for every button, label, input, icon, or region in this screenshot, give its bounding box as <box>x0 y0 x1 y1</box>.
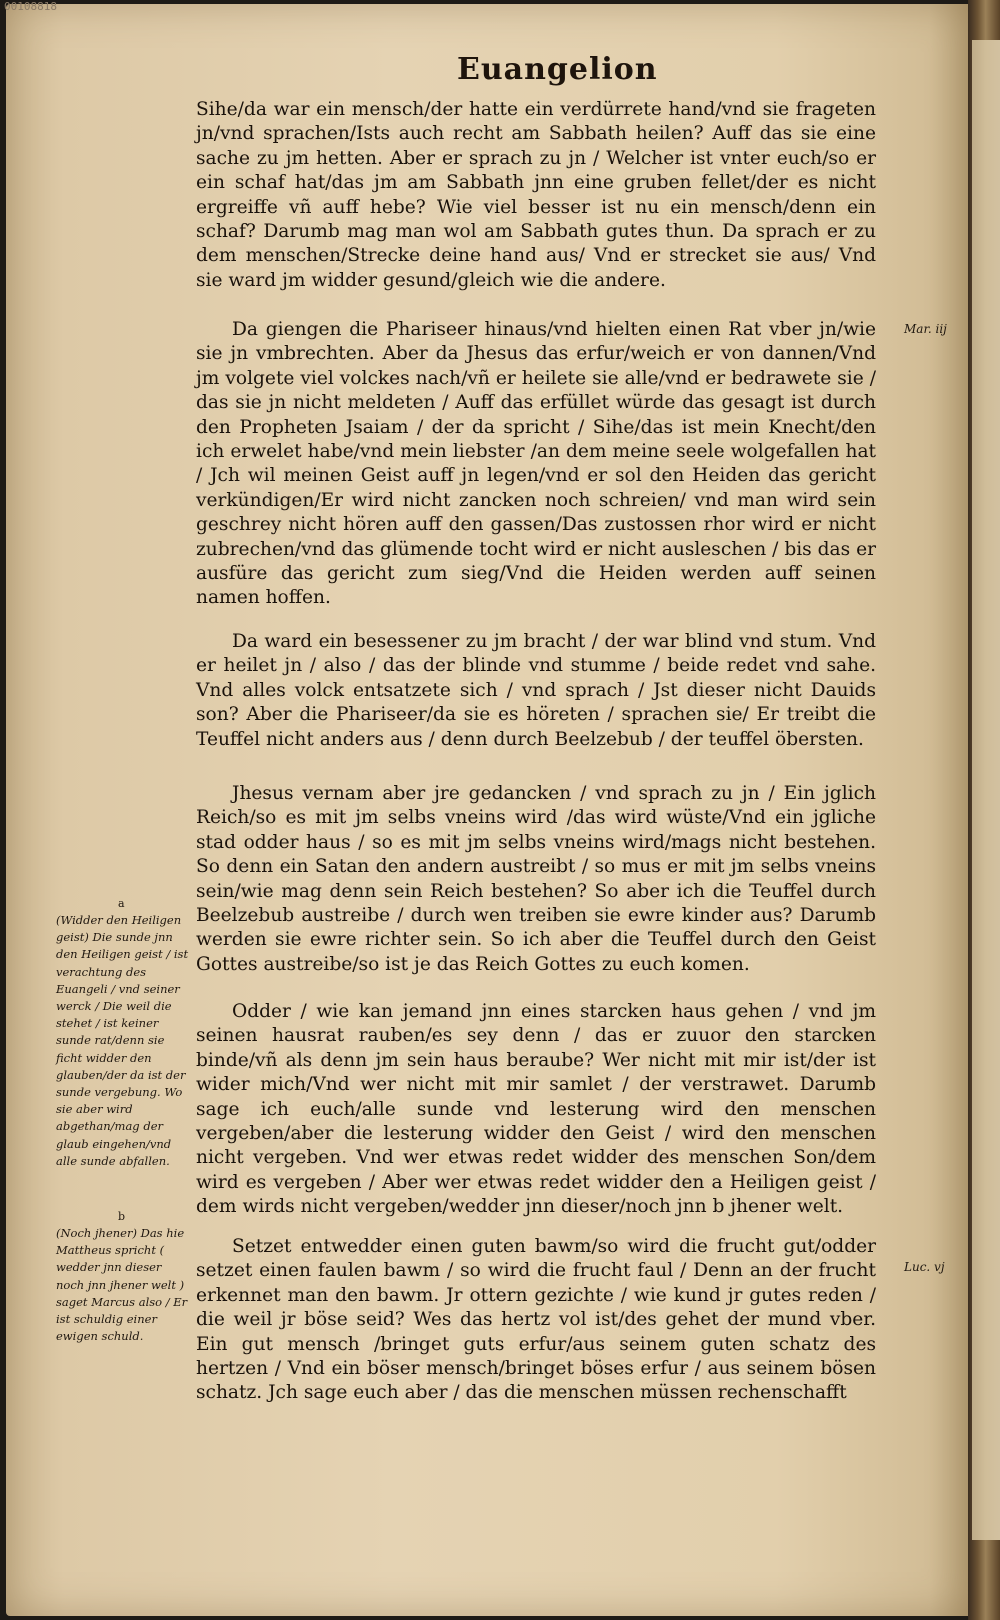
running-head: Euangelion <box>457 52 658 87</box>
catalog-tag: 00108818 <box>4 0 57 13</box>
paragraph-3: Da ward ein besessener zu jm bracht / der war blind vnd stum. Vnd er heilet jn / also / das der blinde vnd stumme / beide redet vnd sahe. Vnd alles volck entsatzete sich / vnd sprach / Jst dieser nicht Dauids son? Aber die Phariseer/da sie es höreten / sprachen sie/ Er treibt die Teuffel nicht anders aus / denn durch Beelzebub / der teuffel öbersten. <box>196 631 876 750</box>
facing-page-edge <box>972 40 1000 1540</box>
paragraph-4: Jhesus vernam aber jre gedancken / vnd sprach zu jn / Ein jglich Reich/so es mit jm selbs vneins wird /das wird wüste/Vnd ein jgliche stad odder haus / so es mit jm selbs vneins wird/mags nicht bestehen. So denn ein Satan den andern austreibt / so mus er mit jm selbs vneins sein/wie mag denn sein Reich bestehen? So aber ich die Teuffel durch Beelzebub austreibe / durch wen treiben sie ewre kinder aus? Darumb werden sie ewre richter sein. So ich aber die Teuffel durch den Geist Gottes austreibe/so ist je das Reich Gottes zu euch komen. <box>196 783 876 975</box>
paragraph-5: Odder / wie kan jemand jnn eines starcken haus gehen / vnd jm seinen hausrat rauben/es sey denn / das er zuuor den starcken binde/vñ als denn jm sein haus beraube? Wer nicht mit mir ist/der ist wider mich/Vnd wer nicht mit mir samlet / der verstrawet. Darumb sage ich euch/alle sunde vnd lesterung wird den menschen vergeben/aber die lesterung widder den Geist / wird den menschen nicht vergeben. Vnd wer etwas redet widder des menschen Son/dem wird es vergeben / Aber wer etwas redet widder den a Heiligen geist / dem wirds nicht vergeben/wedder jnn dieser/noch jnn b jhener welt. <box>196 1001 876 1218</box>
paragraph-2: Da giengen die Phariseer hinaus/vnd hielten einen Rat vber jn/wie sie jn vmbrechten. Aber da Jhesus das erfur/weich er von dannen/Vnd jm volgete viel volckes nach/vñ er heilete sie alle/vnd er bedrawete sie / das sie jn nicht meldeten / Auff das erfüllet würde das gesagt ist durch den Propheten Jsaiam / der da spricht / Sihe/das ist mein Knecht/den ich erwelet habe/vnd mein liebster /an dem meine seele wolgefallen hat / Jch wil meinen Geist auff jn legen/vnd er sol den Heiden das gericht verkündigen/Er wird nicht zancken noch schreien/ vnd man wird sein geschrey nicht hören auff den gassen/Das zustossen rhor wird er nicht zubrechen/vnd das glümende tocht wird er nicht ausleschen / bis das er ausfüre das gericht zum sieg/Vnd die Heiden werden auff seinen namen hoffen. <box>196 319 876 609</box>
marginal-note-b: (Noch jhener) Das hie Mattheus spricht ( wedder jnn dieser noch jnn jhener welt ) saget Marcus also / Er ist schuldig einer ewigen schuld. <box>56 1226 188 1344</box>
side-reference-mark: Mar. iij <box>904 322 947 336</box>
marginal-note-a: (Widder den Heiligen geist) Die sunde jnn den Heiligen geist / ist verachtung des Euangeli / vnd seiner werck / Die weil die stehet / ist keiner sunde rat/denn sie ficht widder den glauben/der da ist der sunde vergebung. Wo sie aber wird abgethan/mag der glaub eingehen/vnd alle sunde abfallen. <box>56 913 189 1168</box>
paragraph-1: Sihe/da war ein mensch/der hatte ein verdürrete hand/vnd sie frageten jn/vnd sprachen/Ists auch recht am Sabbath heilen? Auff das sie eine sache zu jm hetten. Aber er sprach zu jn / Welcher ist vnter euch/so er ein schaf hat/das jm am Sabbath jnn eine gruben fellet/der es nicht ergreiffe vñ auff hebe? Wie viel besser ist nu ein mensch/denn ein schaf? Darumb mag man wol am Sabbath gutes thun. Da sprach er zu dem menschen/Strecke deine hand aus/ Vnd er strecket sie aus/ Vnd sie ward jm widder gesund/gleich wie die andere. <box>196 99 876 291</box>
paragraph-6: Setzet entwedder einen guten bawm/so wird die frucht gut/odder setzet einen faulen bawm / so wird die frucht faul / Denn an der frucht erkennet man den bawm. Jr ottern gezichte / wie kund jr gutes reden / die weil jr böse seid? Wes das hertz vol ist/des gehet der mund vber. Ein gut mensch /bringet guts erfur/aus seinem guten schatz des hertzen / Vnd ein böser mensch/bringet böses erfur / aus seinem bösen schatz. Jch sage euch aber / das die menschen müssen rechenschafft <box>196 1236 876 1404</box>
marginal-note-a-letter: a <box>118 897 125 910</box>
marginal-note-b-letter: b <box>118 1210 126 1223</box>
side-reference-luke: Luc. vj <box>904 1260 945 1274</box>
